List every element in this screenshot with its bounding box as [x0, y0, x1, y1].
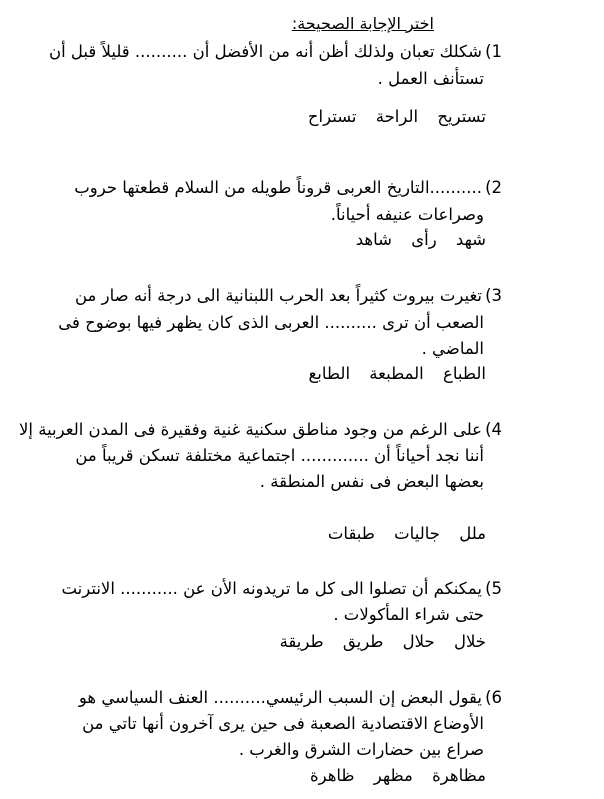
question-text-line: الصعب أن ترى .......... العربى الذى كان يظهر فيها بوضوح فى [58, 313, 484, 332]
answer-choices: خلال حلال طريق طريقة [279, 632, 486, 651]
answer-choices: تستريح الراحة تستراح [307, 107, 486, 126]
question-text-line: أننا نجد أحياناً أن ............. اجتماعية مختلفة تسكن قريباً من [75, 446, 484, 465]
question-number: 5) [485, 579, 502, 598]
question-text-line: شكلك تعبان ولذلك أظن أنه من الأفضل أن .......... قليلاً قبل أن [48, 42, 482, 61]
question-text-line: تغيرت بيروت كثيراً بعد الحرب اللبنانية الى درجة أنه صار من [74, 286, 482, 305]
question-number: 2) [485, 178, 502, 197]
answer-choices: الطباع المطبعة الطابع [308, 364, 486, 383]
question-text-line: ..........التاريخ العربى قروناً طويله من السلام قطعتها حروب [74, 178, 482, 197]
question-text-line: الماضي . [421, 339, 484, 358]
worksheet-title: اختر الإجابة الصحيحة: [291, 14, 434, 33]
question-number: 4) [485, 420, 502, 439]
answer-choices: شهد رأى شاهد [355, 230, 486, 249]
question-text-line: وصراعات عنيفه أحياناً. [330, 205, 484, 224]
question-number: 3) [485, 286, 502, 305]
question-text-line: صراع بين حضارات الشرق والغرب . [238, 740, 484, 759]
question-text-line: يقول البعض إن السبب الرئيسي.......... العنف السياسي هو [78, 688, 482, 707]
question-text-line: تستأنف العمل . [377, 69, 484, 88]
question-text-line: بعضها البعض فى نفس المنطقة . [259, 472, 484, 491]
answer-choices: ملل جاليات طبقات [327, 524, 486, 543]
answer-choices: مظاهرة مظهر ظاهرة [309, 766, 486, 785]
question-number: 1) [485, 42, 502, 61]
question-text-line: الأوضاع الاقتصادية الصعبة فى حين يرى آخرون أنها تاتي من [82, 714, 484, 733]
question-text-line: حتى شراء المأكولات . [333, 605, 484, 624]
question-text-line: على الرغم من وجود مناطق سكنية غنية وفقيرة فى المدن العربية إلا [18, 420, 482, 439]
question-text-line: يمكنكم أن تصلوا الى كل ما تريدونه الأن عن ........... الانترنت [61, 579, 482, 598]
question-number: 6) [485, 688, 502, 707]
